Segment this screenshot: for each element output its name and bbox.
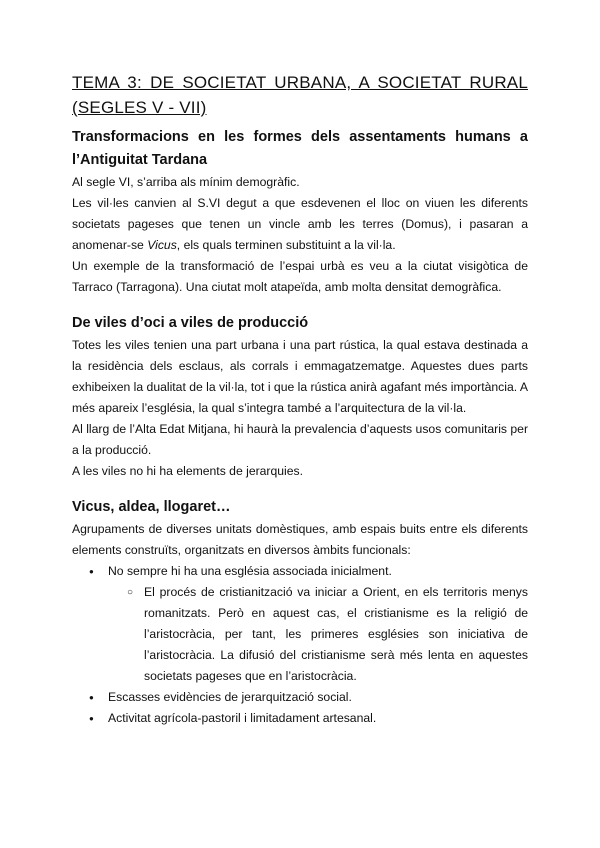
list-item: ● Escasses evidències de jerarquització social. — [72, 687, 528, 708]
list-item: ● No sempre hi ha una església associada inicialment. — [72, 561, 528, 582]
section-heading: Transformacions en les formes dels assentaments humans a l’Antiguitat Tardana — [72, 129, 528, 168]
text-span: Les vil·les canvien al S.VI degut a que esdevenen el lloc on viuen les diferents societats pageses que tenen un vincle amb les terres (Domus), i pasaran a anomenar-se — [72, 196, 528, 252]
paragraph — [72, 193, 528, 256]
title-line-1: TEMA 3: DE SOCIETAT URBANA, A SOCIETAT RURAL — [72, 73, 528, 92]
section-vicus — [72, 496, 528, 729]
section-viles — [72, 312, 528, 482]
paragraph: A les viles no hi ha elements de jerarquies. — [72, 464, 304, 478]
italic-term: Vicus — [147, 238, 177, 252]
section-assentaments — [72, 126, 528, 298]
bullet-list — [72, 561, 528, 729]
list-item: ● Activitat agrícola-pastoril i limitadament artesanal. — [72, 708, 528, 729]
section-heading: Vicus, aldea, llogaret… — [72, 499, 231, 515]
sub-list-item: ○ El procés de cristianització va iniciar a Orient, en els territoris menys romanitzats. Però en aquest cas, el cristianisme es la religió de l’aristocràcia, per tant, les primeres esglésies son iniciativa de l’aristocràcia. La difusió del cristianisme serà més lenta en aquestes societats pageses que en l’aristocràcia. — [72, 582, 528, 687]
paragraph: Al segle VI, s’arriba als mínim demogràfic. — [72, 175, 300, 189]
paragraph: Agrupaments de diverses unitats domèstiques, amb espais buits entre els diferents elements construïts, organitzats en diversos àmbits funcionals: — [72, 522, 528, 557]
page-title — [72, 70, 528, 120]
section-heading: De viles d’oci a viles de producció — [72, 315, 309, 331]
paragraph: Al llarg de l’Alta Edat Mitjana, hi haurà la prevalencia d’aquests usos comunitaris per a la producció. — [72, 422, 528, 457]
spacer — [72, 298, 528, 312]
paragraph: Un exemple de la transformació de l’espai urbà es veu a la ciutat visigòtica de Tarraco (Tarragona). Una ciutat molt atapeïda, amb molta densitat demogràfica. — [72, 259, 528, 294]
spacer — [72, 482, 528, 496]
text-span: , els quals terminen substituint a la vil·la. — [176, 238, 396, 252]
paragraph: Totes les viles tenien una part urbana i una part rústica, la qual estava destinada a la residència dels esclaus, als corrals i emmagatzematge. Aquestes dues parts exhibeixen la dualitat de la vil·la, tot i que la rústica anirà agafant més importància. A més apareix l’església, la qual s’integra també a l’arquitectura de la vil·la. — [72, 338, 528, 415]
title-line-2: (SEGLES V - VII) — [72, 98, 207, 117]
